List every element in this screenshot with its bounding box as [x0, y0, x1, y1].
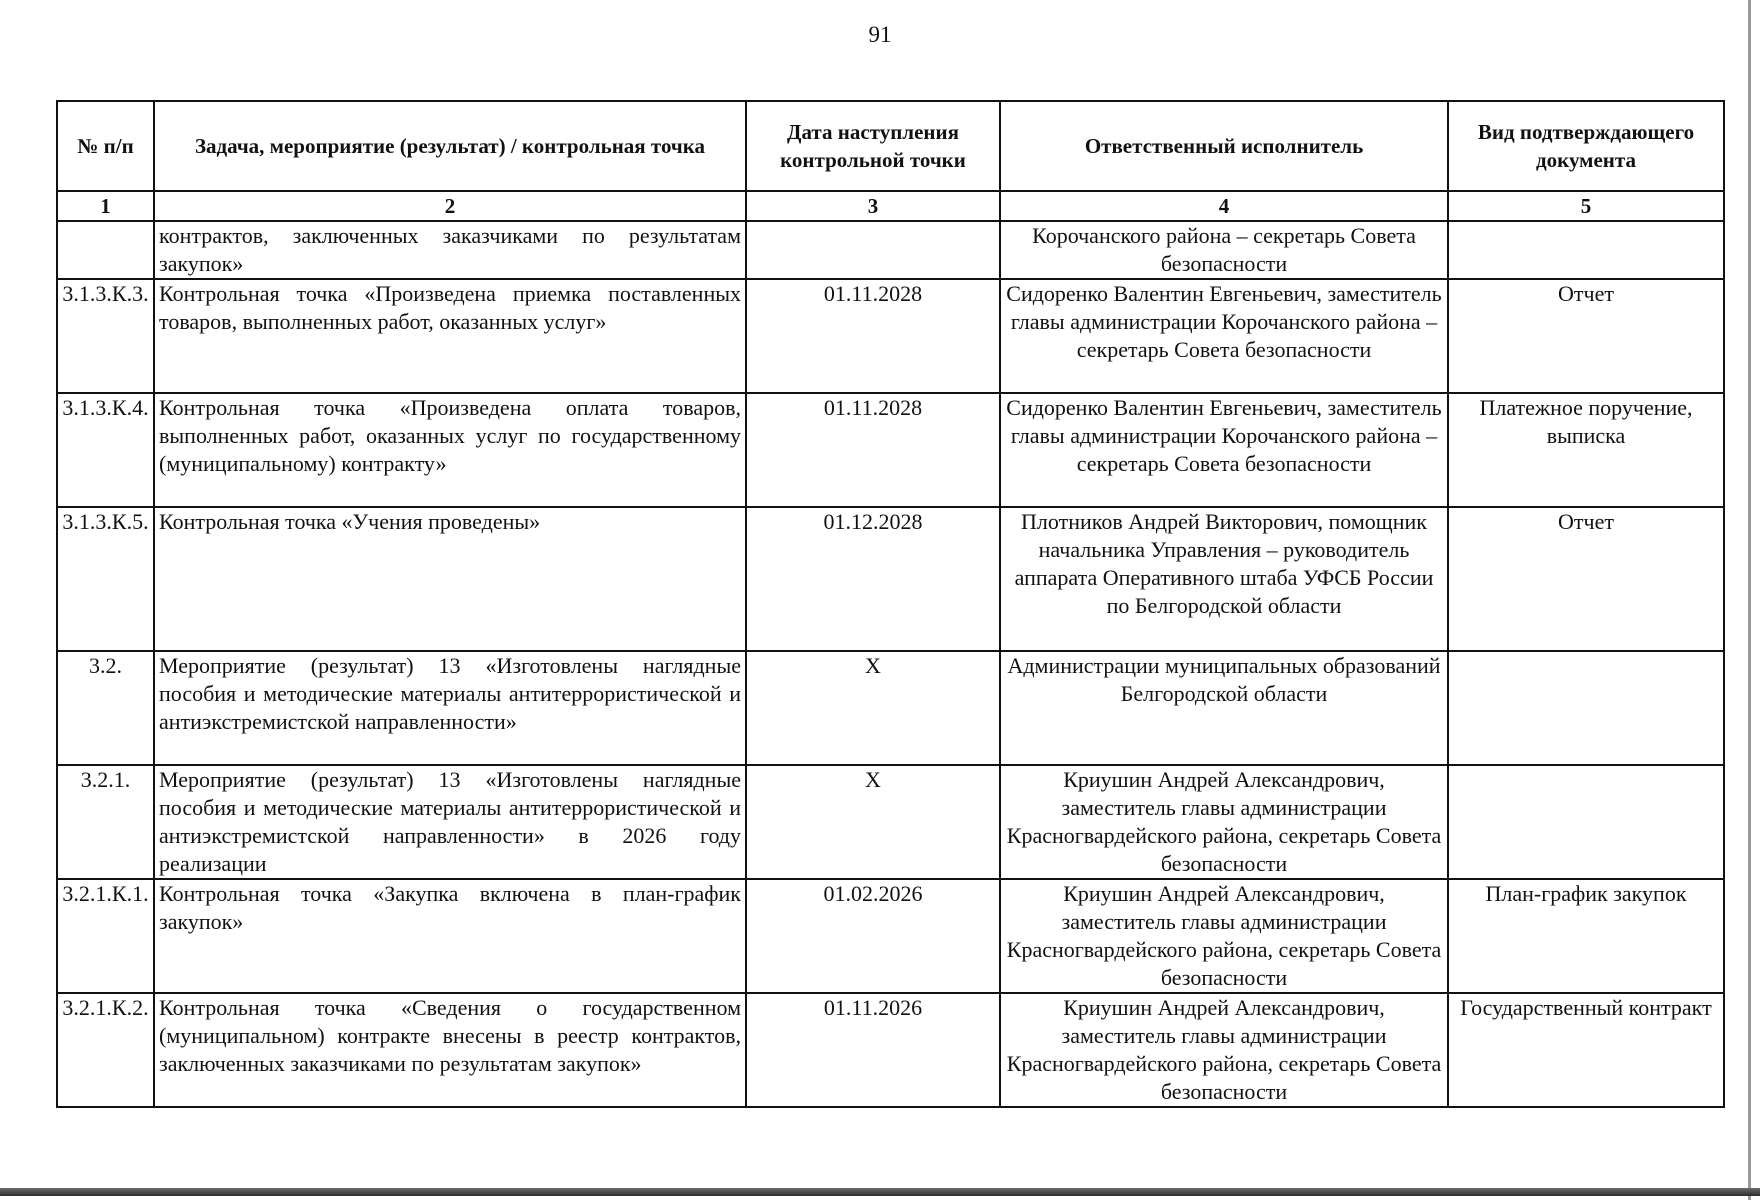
table-row — [57, 993, 1724, 1107]
row-task: контрактов, заключенных заказчиками по результатам закупок» — [154, 221, 746, 279]
row-doc-type: Отчет — [1448, 507, 1724, 651]
header-doc-type: Вид подтверждающего документа — [1448, 101, 1724, 191]
row-number: 3.2.1.К.2. — [57, 993, 154, 1107]
row-number: 3.2. — [57, 651, 154, 765]
table-row — [57, 393, 1724, 507]
row-doc-type: Государственный контракт — [1448, 993, 1724, 1107]
row-responsible: Сидоренко Валентин Евгеньевич, заместитель главы администрации Корочанского района – секретарь Совета безопасности — [1000, 279, 1448, 393]
row-task: Контрольная точка «Сведения о государственном (муниципальном) контракте внесены в реестр контрактов, заключенных заказчиками по результатам закупок» — [154, 993, 746, 1107]
row-number: 3.2.1. — [57, 765, 154, 879]
row-doc-type — [1448, 651, 1724, 765]
header-task: Задача, мероприятие (результат) / контрольная точка — [154, 101, 746, 191]
row-number: 3.2.1.К.1. — [57, 879, 154, 993]
row-date — [746, 221, 1000, 279]
row-date: 01.11.2028 — [746, 279, 1000, 393]
scan-edge-bottom — [0, 1188, 1760, 1196]
header-responsible: Ответственный исполнитель — [1000, 101, 1448, 191]
row-date: 01.11.2026 — [746, 993, 1000, 1107]
row-responsible: Администрации муниципальных образований Белгородской области — [1000, 651, 1448, 765]
column-number: 1 — [57, 191, 154, 221]
scan-edge-right — [1748, 0, 1751, 1200]
row-number: 3.1.3.К.3. — [57, 279, 154, 393]
column-number: 4 — [1000, 191, 1448, 221]
table-row — [57, 221, 1724, 279]
row-number — [57, 221, 154, 279]
header-num: № п/п — [57, 101, 154, 191]
column-number: 3 — [746, 191, 1000, 221]
table-header-row — [57, 101, 1724, 191]
row-responsible: Криушин Андрей Александрович, заместитель главы администрации Красногвардейского района, секретарь Совета безопасности — [1000, 879, 1448, 993]
row-date: 01.12.2028 — [746, 507, 1000, 651]
row-doc-type: Отчет — [1448, 279, 1724, 393]
row-doc-type: План-график закупок — [1448, 879, 1724, 993]
row-responsible: Криушин Андрей Александрович, заместитель главы администрации Красногвардейского района, секретарь Совета безопасности — [1000, 765, 1448, 879]
row-responsible: Плотников Андрей Викторович, помощник начальника Управления – руководитель аппарата Оперативного штаба УФСБ России по Белгородской области — [1000, 507, 1448, 651]
table-row — [57, 279, 1724, 393]
row-number: 3.1.3.К.5. — [57, 507, 154, 651]
table-row — [57, 507, 1724, 651]
row-task: Мероприятие (результат) 13 «Изготовлены наглядные пособия и методические материалы антитеррористической и антиэкстремистской направленности» в 2026 году реализации — [154, 765, 746, 879]
row-date: 01.02.2026 — [746, 879, 1000, 993]
page-number: 91 — [868, 22, 892, 47]
column-number: 5 — [1448, 191, 1724, 221]
row-task: Мероприятие (результат) 13 «Изготовлены наглядные пособия и методические материалы антитеррористической и антиэкстремистской направленности» — [154, 651, 746, 765]
column-number-row — [57, 191, 1724, 221]
row-responsible: Корочанского района – секретарь Совета безопасности — [1000, 221, 1448, 279]
row-doc-type — [1448, 221, 1724, 279]
row-doc-type: Платежное поручение, выписка — [1448, 393, 1724, 507]
row-responsible: Криушин Андрей Александрович, заместитель главы администрации Красногвардейского района, секретарь Совета безопасности — [1000, 993, 1448, 1107]
row-task: Контрольная точка «Закупка включена в план-график закупок» — [154, 879, 746, 993]
column-number: 2 — [154, 191, 746, 221]
row-doc-type — [1448, 765, 1724, 879]
row-date: Х — [746, 765, 1000, 879]
row-date: 01.11.2028 — [746, 393, 1000, 507]
table-row — [57, 879, 1724, 993]
table-row — [57, 765, 1724, 879]
table-row — [57, 651, 1724, 765]
header-date: Дата наступления контрольной точки — [746, 101, 1000, 191]
control-points-table — [56, 100, 1725, 1108]
row-task: Контрольная точка «Произведена оплата товаров, выполненных работ, оказанных услуг по государственному (муниципальному) контракту» — [154, 393, 746, 507]
row-task: Контрольная точка «Произведена приемка поставленных товаров, выполненных работ, оказанных услуг» — [154, 279, 746, 393]
row-number: 3.1.3.К.4. — [57, 393, 154, 507]
row-task: Контрольная точка «Учения проведены» — [154, 507, 746, 651]
row-responsible: Сидоренко Валентин Евгеньевич, заместитель главы администрации Корочанского района – секретарь Совета безопасности — [1000, 393, 1448, 507]
row-date: Х — [746, 651, 1000, 765]
